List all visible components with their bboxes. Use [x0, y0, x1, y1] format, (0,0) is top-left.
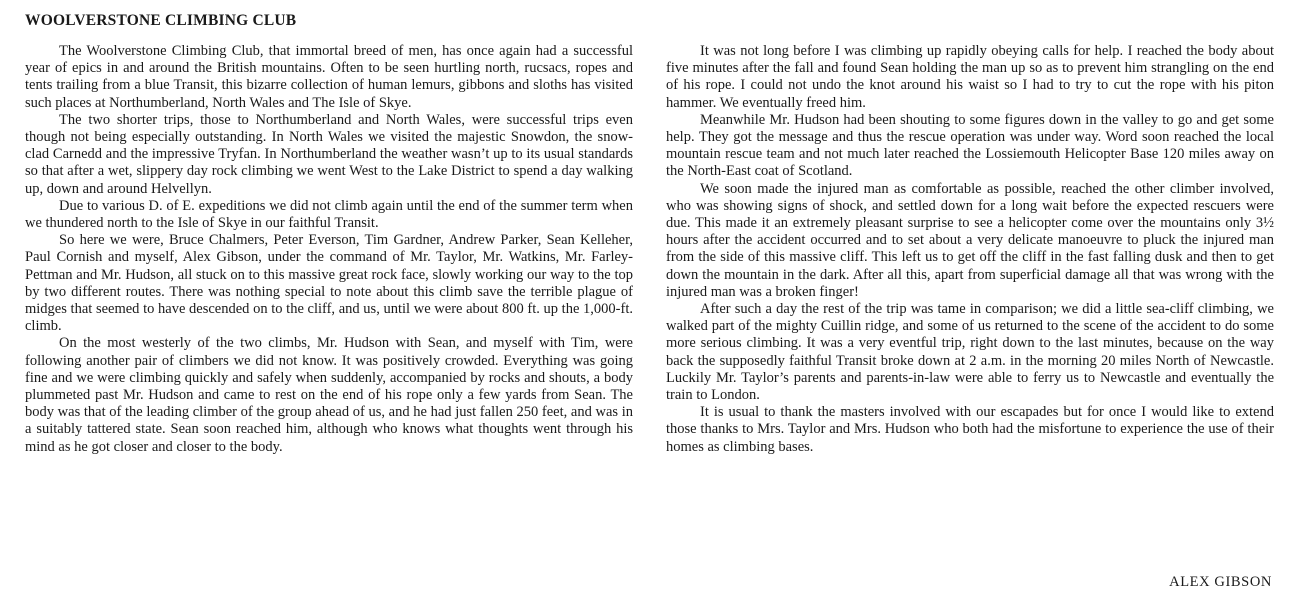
paragraph: The Woolverstone Climbing Club, that immortal breed of men, has once again had a successful year of epics in and around the British mountains. Often to be seen hurtling north, rucsacs, ropes and tents trailing from a blue Transit, this bizarre collection of human lemurs, gibbons and sloths has visited such places at Northumberland, North Wales and The Isle of Skye.: [25, 43, 633, 111]
right-column: [666, 43, 1274, 456]
paragraph: We soon made the injured man as comfortable as possible, reached the other climber involved, who was showing signs of shock, and settled down for a long wait before the expected rescuers were due. This made it an extremely pleasant surprise to see a helicopter come over the mountains only 3½ hours after the accident occurred and to set about a very delicate manoeuvre to pluck the injured man from the side of this massive cliff. This left us to get off the cliff in the fast falling dusk and then to get down the mountain in the dark. After all this, apart from superficial damage all that was wrong with the injured man was a broken finger!: [666, 180, 1274, 300]
paragraph: Due to various D. of E. expeditions we did not climb again until the end of the summer term when we thundered north to the Isle of Skye in our faithful Transit.: [25, 197, 633, 232]
paragraph: So here we were, Bruce Chalmers, Peter Everson, Tim Gardner, Andrew Parker, Sean Kelleher, Paul Cornish and myself, Alex Gibson, under the command of Mr. Taylor, Mr. Watkins, Mr. Farley-Pettman and Mr. Hudson, all stuck on to this massive great rock face, slowly working our way to the top by two different routes. There was nothing special to note about this climb save the terrible plague of midges that seemed to have descended on to the cliff, and us, until we were about 800 ft. up the 1,000-ft. climb.: [25, 232, 633, 335]
paragraph: The two shorter trips, those to Northumberland and North Wales, were successful trips even though not being especially outstanding. In North Wales we visited the majestic Snowdon, the snow-clad Carnedd and the impressive Tryfan. In Northumberland the weather wasn’t up to its usual standards so that after a wet, slippery day rock climbing we went West to the Lake District to spend a day walking up, down and around Helvellyn.: [25, 111, 633, 197]
paragraph: It is usual to thank the masters involved with our escapades but for once I would like to extend those thanks to Mrs. Taylor and Mrs. Hudson who both had the misfortune to experience the use of their homes as climbing bases.: [666, 404, 1274, 455]
left-column: [25, 43, 633, 456]
article-title: WOOLVERSTONE CLIMBING CLUB: [25, 12, 297, 29]
paragraph: On the most westerly of the two climbs, Mr. Hudson with Sean, and myself with Tim, were following another pair of climbers we did not know. It was positively crowded. Everything was going fine and we were climbing quickly and safely when suddenly, accompanied by rocks and shouts, a body plummeted past Mr. Hudson and came to rest on the end of his rope only a few yards from Sean. The body was that of the leading climber of the group ahead of us, and he had just fallen 250 feet, and was in a suitably tattered state. Sean soon reached him, although who knows what thoughts went through his mind as he got closer and closer to the body.: [25, 335, 633, 455]
author-signature: ALEX GIBSON: [1169, 574, 1272, 590]
paragraph: After such a day the rest of the trip was tame in comparison; we did a little sea-cliff climbing, we walked part of the mighty Cuillin ridge, and some of us returned to the scene of the accident to do some more serious climbing. It was a very eventful trip, right down to the last minutes, because on the way back the supposedly faithful Transit broke down at 2 a.m. in the morning 20 miles North of Newcastle. Luckily Mr. Taylor’s parents and parents-in-law were able to ferry us to Newcastle and eventually the train to London.: [666, 301, 1274, 404]
paragraph: Meanwhile Mr. Hudson had been shouting to some figures down in the valley to go and get some help. They got the message and thus the rescue operation was under way. Word soon reached the local mountain rescue team and not much later reached the Lossiemouth Helicopter Base 120 miles away on the North-East coat of Scotland.: [666, 111, 1274, 180]
paragraph: It was not long before I was climbing up rapidly obeying calls for help. I reached the body about five minutes after the fall and found Sean holding the man up so as to prevent him strangling on the end of his rope. I could not undo the knot around his waist so I had to try to cut the rope with his piton hammer. We eventually freed him.: [666, 43, 1274, 111]
